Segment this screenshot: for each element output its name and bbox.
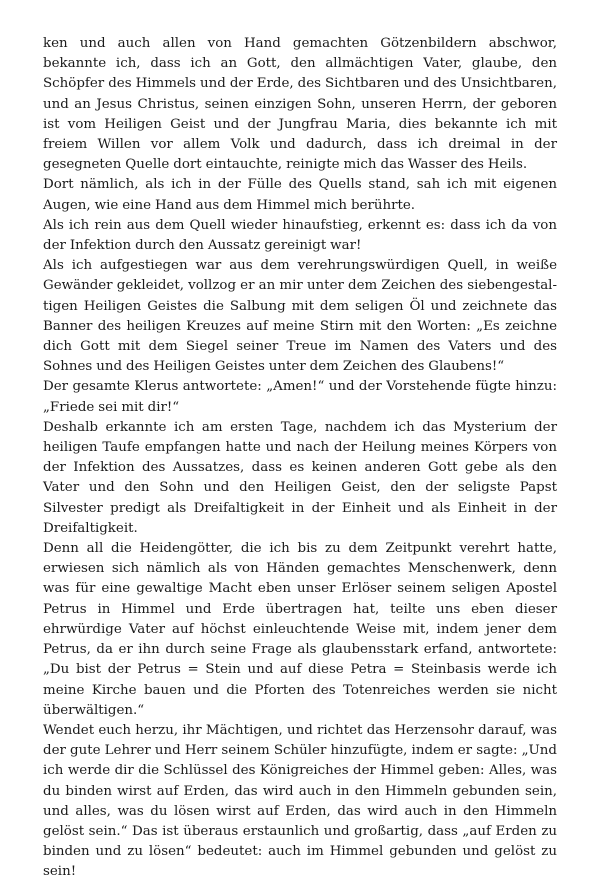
paragraph: Als ich aufgestiegen war aus dem verehrungswürdigen Quell, in weiße Gewänder gekleidet, vollzog er an mir unter dem Zeichen des siebengestaltigen Heiligen Geistes die Salbung mit dem seligen Öl und zeichnete das Banner des heiligen Kreuzes auf meine Stirn mit den Worten: „Es zeichne dich Gott mit dem Siegel seiner Treue im Namen des Vaters und des Sohnes und des Heiligen Geistes unter dem Zeichen des Glaubens!“ <box>43 258 557 375</box>
paragraph: Der gesamte Klerus antwortete: „Amen!“ und der Vorstehende fügte hinzu: „Friede sei mit dir!“ <box>43 379 557 415</box>
paragraph: Dort nämlich, als ich in der Fülle des Quells stand, sah ich mit eigenen Augen, wie eine Hand aus dem Himmel mich berührte. <box>43 177 557 213</box>
paragraph: ken und auch allen von Hand gemachten Götzenbildern abschwor, bekannte ich, dass ich an Gott, den allmächtigen Vater, glaube, den Schöpfer des Himmels und der Erde, des Sichtbaren und des Unsichtbaren, und an Jesus Christus, seinen einzigen Sohn, unseren Herrn, der geboren ist vom Heiligen Geist und der Jungfrau Maria, dies bekannte ich mit freiem Willen vor allem Volk und dadurch, dass ich dreimal in der gesegneten Quelle dort eintauchte, reinigte mich das Wasser des Heils. <box>43 36 557 173</box>
paragraph: Als ich rein aus dem Quell wieder hinaufstieg, erkennt es: dass ich da von der Infektion durch den Aussatz gereinigt war! <box>43 217 557 254</box>
paragraph: Denn all die Heidengötter, die ich bis zu dem Zeitpunkt verehrt hatte, erwiesen sich nämlich als von Händen gemachtes Menschenwerk, denn was für eine gewaltige Macht eben unser Erlöser seinem seligen Apostel Petrus in Himmel und Erde übertragen hat, teilte uns eben dieser ehrwürdige Vater auf höchst einleuchtende Weise mit, indem jener dem Petrus, da er ihn durch seine Frage als glaubensstark erfand, antwortete: „Du bist der Petrus = Stein und auf diese Petra = Steinbasis werde ich meine Kirche bauen und die Pforten des Totenreiches werden sie nicht überwältigen.“ <box>43 541 557 718</box>
document-page <box>43 34 557 883</box>
paragraph: Deshalb erkannte ich am ersten Tage, nachdem ich das Mysterium der heiligen Taufe empfangen hatte und nach der Heilung meines Körpers von der Infektion des Aussatzes, dass es keinen anderen Gott gebe als den Vater und den Sohn und den Heiligen Geist, den der seligste Papst Silvester predigt als Dreifaltigkeit in der Einheit und als Einheit in der Dreifaltigkeit. <box>43 419 557 536</box>
paragraph: Wendet euch herzu, ihr Mächtigen, und richtet das Herzensohr darauf, was der gute Lehrer und Herr seinem Schüler hinzufügte, indem er sagte: „Und ich werde dir die Schlüssel des Königreiches der Himmel geben: Alles, was du binden wirst auf Erden, das wird auch in den Himmeln gebunden sein, und alles, was du lösen wirst auf Erden, das wird auch in den Himmeln gelöst sein.“ Das ist überaus erstaunlich und großartig, dass „auf Erden zu binden und zu lösen“ bedeutet: auch im Himmel gebunden und gelöst zu sein! <box>43 722 557 880</box>
